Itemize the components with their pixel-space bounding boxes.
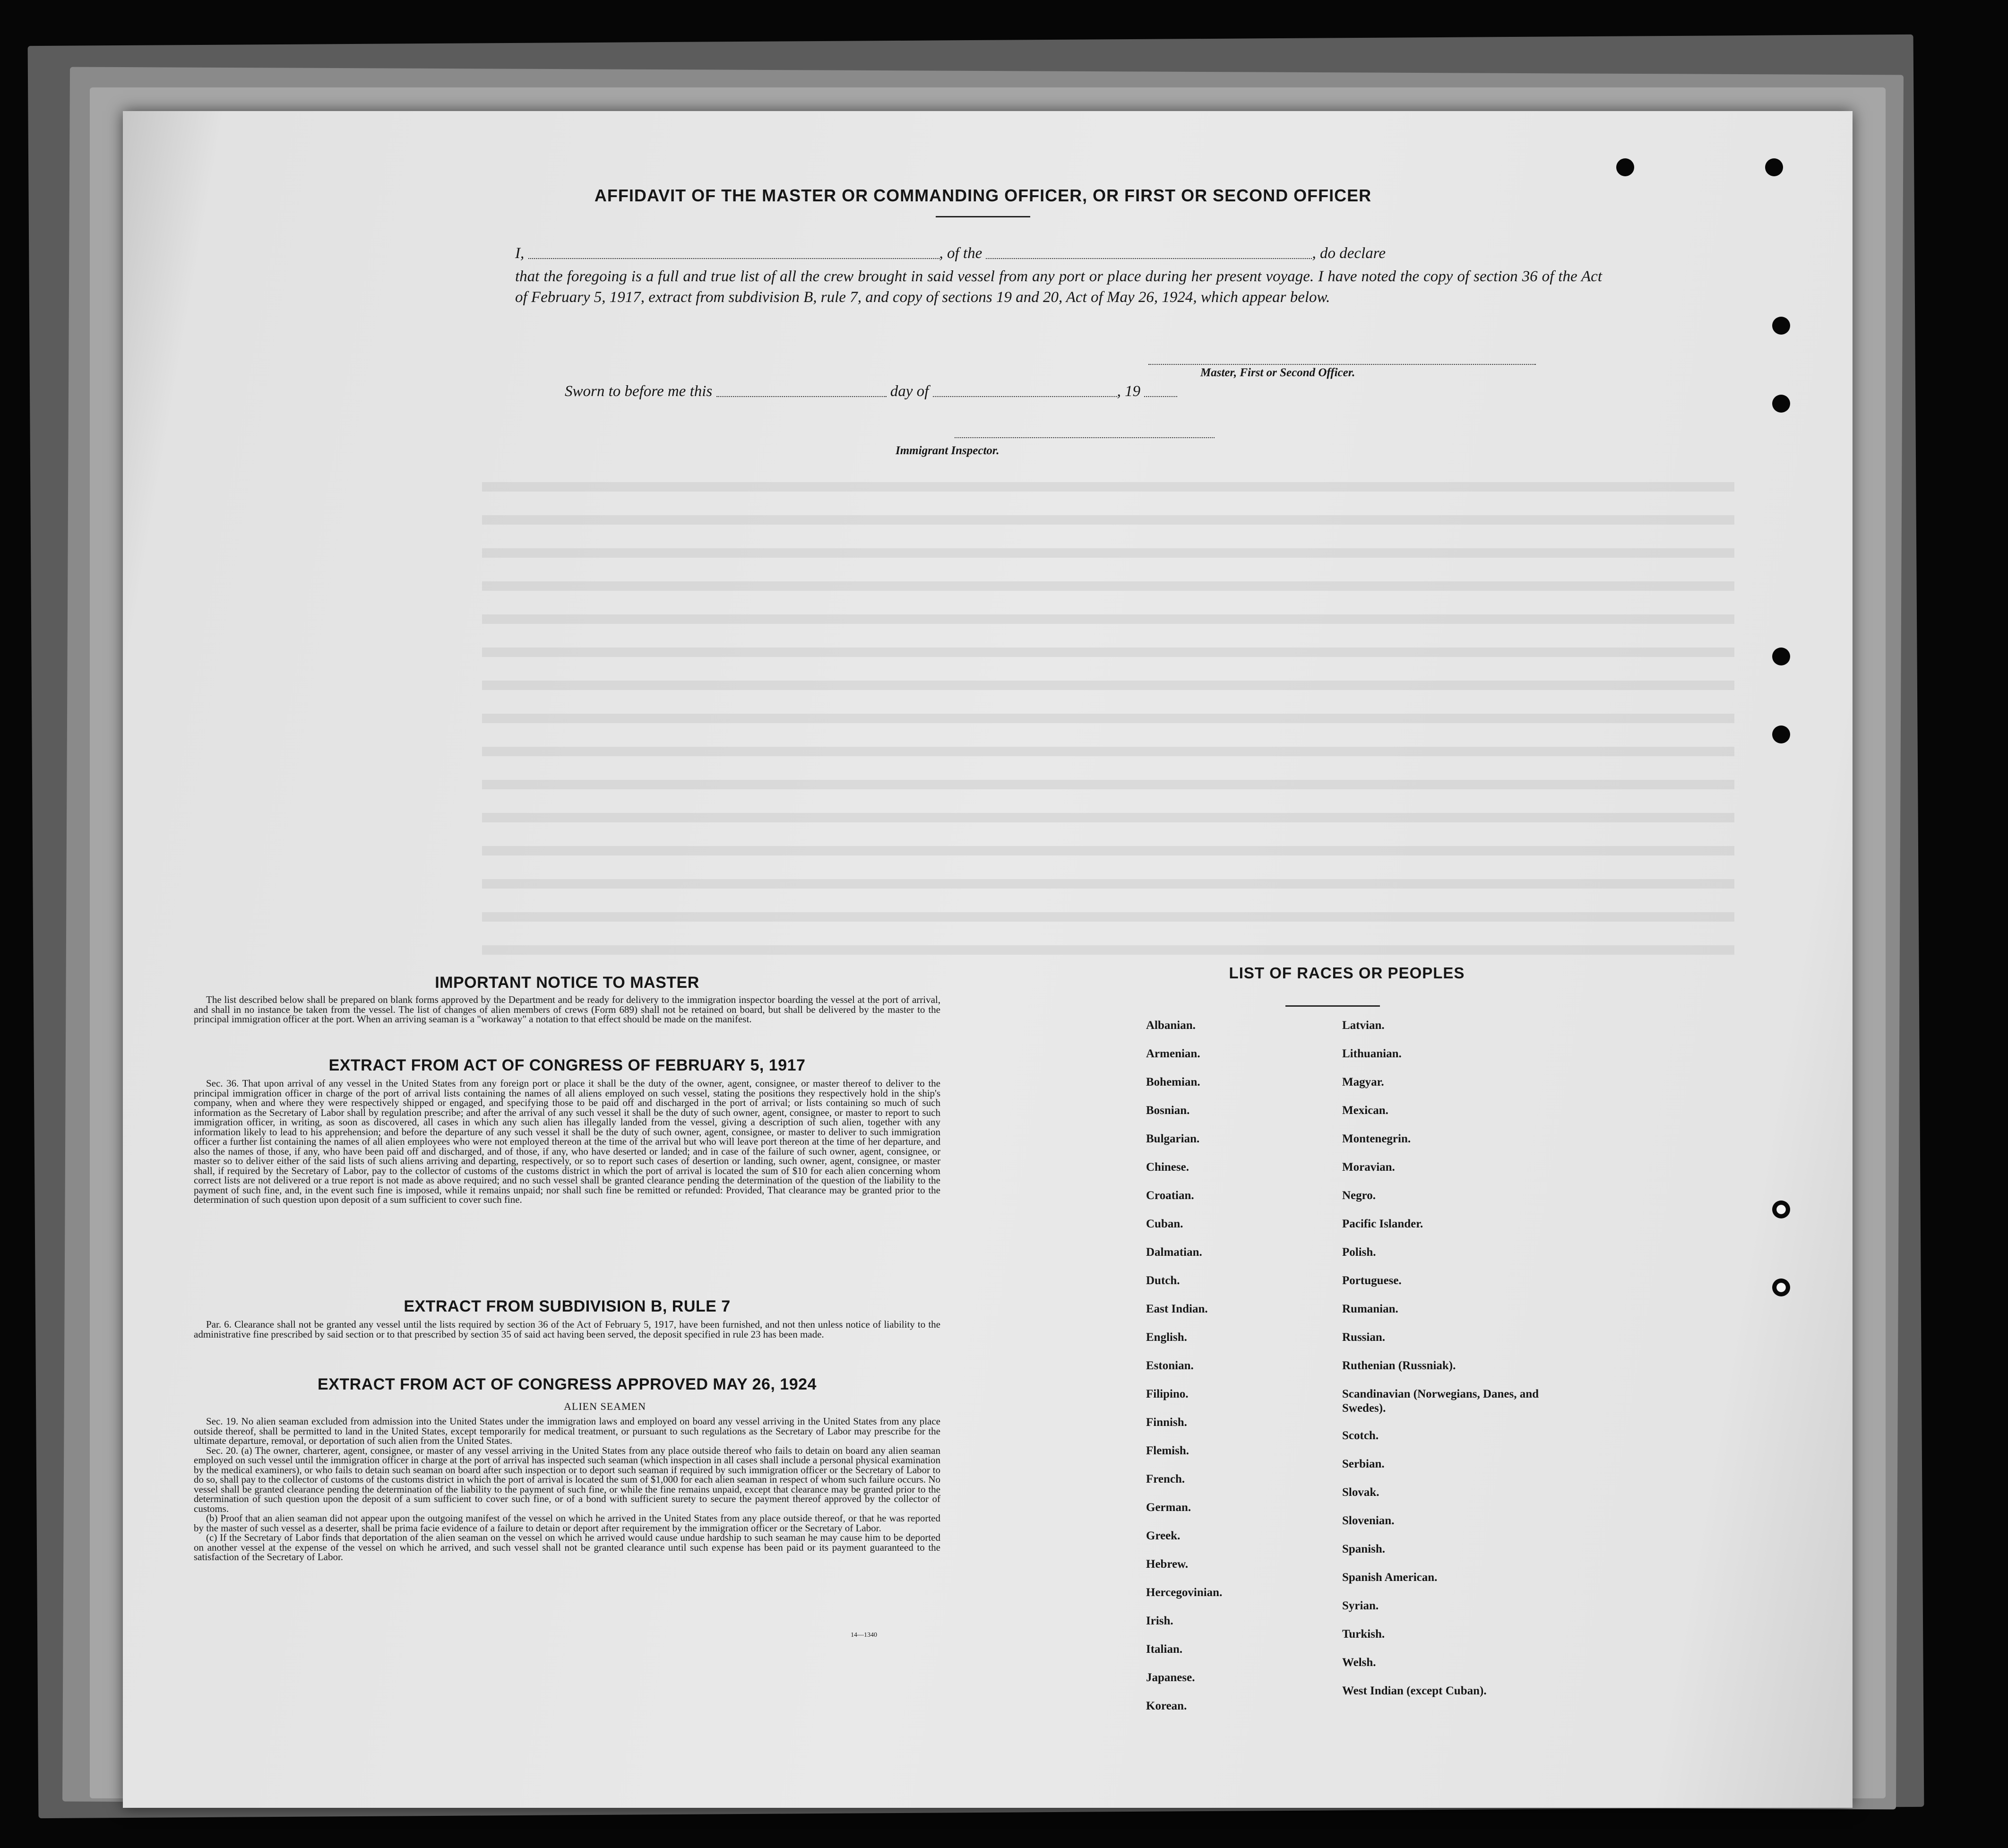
sworn-year-field[interactable]	[1144, 388, 1177, 397]
bleed-through-line	[482, 846, 1734, 855]
race-entry: Filipino.	[1146, 1388, 1189, 1400]
sworn-day-field[interactable]	[716, 388, 887, 397]
race-entry: Cuban.	[1146, 1218, 1183, 1230]
race-entry: Spanish American.	[1342, 1571, 1438, 1584]
bleed-through-line	[482, 482, 1734, 492]
bleed-through-line	[482, 681, 1734, 690]
race-entry: Armenian.	[1146, 1047, 1200, 1060]
declarant-prefix: I,	[515, 245, 525, 262]
race-entry: English.	[1146, 1331, 1187, 1344]
alien-seamen-subtitle: ALIEN SEAMEN	[564, 1400, 646, 1412]
race-entry: Serbian.	[1342, 1458, 1385, 1470]
race-entry: Portuguese.	[1342, 1274, 1402, 1287]
punch-hole	[1765, 158, 1783, 176]
sworn-month-field[interactable]	[933, 388, 1117, 397]
race-entry: Slovak.	[1342, 1486, 1379, 1499]
punch-hole	[1772, 1278, 1790, 1296]
declaration-line	[515, 245, 1602, 262]
race-entry: Scandinavian (Norwegians, Danes, and Swedes).	[1342, 1388, 1539, 1415]
races-title: LIST OF RACES OR PEOPLES	[1229, 964, 1465, 982]
punch-hole	[1772, 395, 1790, 413]
race-entry: Bohemian.	[1146, 1076, 1200, 1088]
vessel-name-field[interactable]	[986, 250, 1312, 259]
race-entry: Scotch.	[1342, 1429, 1379, 1442]
race-entry: German.	[1146, 1501, 1191, 1514]
extract-1917-paragraph: Sec. 36. That upon arrival of any vessel in the United States from any foreign port or place it shall be the duty of the owner, agent, consignee, or master thereof to deliver to the principal immigration officer in charge of the port of arrival lists containing the names of all aliens employed on such vessel, stating the positions they respectively hold in the ship's company, when and where they were respectively shipped or engaged, and specifying those to be paid off and discharged in the port of arrival; or lists containing so much of such information as the Secretary of Labor shall by regulation prescribe; and after the arrival of any such vessel it shall be the duty of such owner, agent, consignee, or master to report to such immigration officer, in writing, as soon as discovered, all cases in which any such alien has illegally landed from the vessel, giving a description of such alien, together with any information likely to lead to his apprehension; and before the departure of any such vessel it shall be the duty of such owner, agent, consignee, or master to deliver to such immigration officer a further list containing the names of all alien employees who were not employed thereon at the time of the arrival but who will leave port thereon at the time of her departure, and also the names of those, if any, who have been paid off and discharged, and of those, if any, who have deserted or landed; and in case of the failure of such owner, agent, consignee, or master so to deliver either of the said lists of such aliens arriving and departing, respectively, or so to report such cases of desertion or landing, such owner, agent, consignee, or master shall, if required by the Secretary of Labor, pay to the collector of customs of the customs district in which the port of arrival is located the sum of $10 for each alien concerning whom correct lists are not delivered or a true report is not made as above required; and no such vessel shall be granted clearance pending the determination of the question of the liability to the payment of such fine, and, in the event such fine is imposed, while it remains unpaid; nor shall such fine be remitted or refunded: Provided, That clearance may be granted prior to the determination of such question upon deposit of a sum sufficient to cover such fine.	[194, 1078, 940, 1205]
of-the-label: , of the	[939, 245, 982, 262]
race-entry: Korean.	[1146, 1700, 1187, 1712]
race-entry: Finnish.	[1146, 1416, 1187, 1429]
form-number: 14—1340	[851, 1632, 877, 1639]
race-entry: Lithuanian.	[1342, 1047, 1402, 1060]
sworn-prefix: Sworn to before me this	[565, 383, 713, 400]
race-entry: Mexican.	[1342, 1104, 1388, 1117]
bleed-through-line	[482, 780, 1734, 789]
race-entry: Estonian.	[1146, 1359, 1194, 1372]
race-entry: Japanese.	[1146, 1671, 1195, 1684]
race-entry: Pacific Islander.	[1342, 1218, 1423, 1230]
race-entry: Dalmatian.	[1146, 1246, 1202, 1259]
officer-signature-field[interactable]	[1148, 364, 1536, 365]
notice-paragraph: The list described below shall be prepared on blank forms approved by the Department and be ready for delivery to the immigration inspector boarding the vessel at the port of arrival, and shall in no instance be taken from the vessel. The list of changes of alien members of crews (Form 689) shall not be retained on board, but shall be delivered by the master to the principal immigration officer at the port. When an arriving seaman is a "workaway" a notation to that effect should be made on the manifest.	[194, 994, 940, 1025]
sec20c-paragraph: (c) If the Secretary of Labor finds that deportation of the alien seaman on the vessel on which he arrived would cause undue hardship to such seaman he may cause him to be deported on another vessel at the expense of the vessel on which he arrived, and such vessel shall not be granted clearance until such expense has been paid or its payment guaranteed to the satisfaction of the Secretary of Labor.	[194, 1532, 940, 1563]
race-entry: Welsh.	[1342, 1656, 1376, 1669]
race-entry: Irish.	[1146, 1615, 1173, 1627]
race-entry: Greek.	[1146, 1529, 1181, 1542]
punch-hole	[1772, 648, 1790, 665]
race-entry: Moravian.	[1342, 1161, 1395, 1174]
sworn-year-prefix: , 19	[1117, 383, 1141, 400]
bleed-through-line	[482, 945, 1734, 955]
race-entry: Syrian.	[1342, 1599, 1379, 1612]
declaration-paragraph: that the foregoing is a full and true list of all the crew brought in said vessel from any port or place during her present voyage. I have noted the copy of section 36 of the Act of February 5, 1917, extract from subdivision B, rule 7, and copy of sections 19 and 20, Act of May 26, 1924, which appear below.	[515, 268, 1602, 306]
race-entry: Slovenian.	[1342, 1514, 1395, 1527]
sec20a-paragraph: Sec. 20. (a) The owner, charterer, agent, consignee, or master of any vessel arriving in the United States from any place outside thereof who fails to detain on board any alien seaman employed on such vessel until the immigration officer in charge at the port of arrival has inspected such seaman (which inspection in all cases shall include a personal physical examination by the medical examiners), or who fails to detain such seaman on board after such inspection or to deport such seaman if required by such immigration officer or the Secretary of Labor to do so, shall pay to the collector of customs of the customs district in which the port of arrival is located the sum of $1,000 for each alien seaman in respect of whom such failure occurs. No vessel shall be granted clearance pending the determination of the liability to the payment of such fine, or while the fine remains unpaid, except that clearance may be granted prior to the determination of such question upon the deposit of a sum sufficient to cover such fine, or of a bond with sufficient surety to secure the payment thereof approved by the collector of customs.	[194, 1444, 940, 1514]
inspector-signature-field[interactable]	[955, 437, 1215, 438]
race-entry: Ruthenian (Russniak).	[1342, 1359, 1456, 1372]
punch-hole	[1772, 725, 1790, 743]
title-underline	[936, 216, 1030, 217]
inspector-caption: Immigrant Inspector.	[896, 444, 1000, 457]
affidavit-title: AFFIDAVIT OF THE MASTER OR COMMANDING OFFICER, OR FIRST OR SECOND OFFICER	[594, 186, 1372, 205]
sec19-paragraph: Sec. 19. No alien seaman excluded from admission into the United States under the immigration laws and employed on board any vessel arriving in the United States from any place outside thereof, shall be permitted to land in the United States, except temporarily for medical treatment, or pursuant to such regulations as the Secretary of Labor may prescribe for the ultimate departure, removal, or deportation of such alien from the United States.	[194, 1416, 940, 1446]
race-entry: Bulgarian.	[1146, 1132, 1200, 1145]
race-entry: West Indian (except Cuban).	[1342, 1684, 1487, 1697]
punch-hole	[1772, 1200, 1790, 1218]
extract-1917-text	[194, 1079, 940, 1205]
sworn-line	[565, 383, 1177, 400]
bleed-through-line	[482, 912, 1734, 922]
race-entry: Latvian.	[1342, 1019, 1385, 1032]
punch-hole	[1772, 317, 1790, 335]
race-entry: Croatian.	[1146, 1189, 1194, 1202]
bleed-through-line	[482, 648, 1734, 657]
race-entry: Turkish.	[1342, 1628, 1385, 1641]
notice-text	[194, 995, 940, 1024]
race-entry: Bosnian.	[1146, 1104, 1190, 1117]
extract-1924-text	[194, 1416, 940, 1562]
race-entry: Rumanian.	[1342, 1303, 1398, 1315]
bleed-through-line	[482, 581, 1734, 591]
race-entry: French.	[1146, 1473, 1185, 1485]
race-entry: Dutch.	[1146, 1274, 1180, 1287]
notice-title: IMPORTANT NOTICE TO MASTER	[435, 974, 699, 992]
bleed-through-line	[482, 548, 1734, 558]
race-entry: Hebrew.	[1146, 1558, 1189, 1571]
race-entry: Negro.	[1342, 1189, 1376, 1202]
sec20b-paragraph: (b) Proof that an alien seaman did not appear upon the outgoing manifest of the vessel on which he arrived in the United States from any place outside thereof, or that he was reported by the master of such vessel as a deserter, shall be prima facie evidence of a failure to detain or deport after requirement by the immigration officer or the Secretary of Labor.	[194, 1512, 940, 1534]
race-entry: Spanish.	[1342, 1543, 1386, 1555]
manifest-form-page	[123, 111, 1853, 1808]
race-entry: Montenegrin.	[1342, 1132, 1411, 1145]
races-title-underline	[1285, 1005, 1380, 1007]
extract-1924-title: EXTRACT FROM ACT OF CONGRESS APPROVED MAY 26, 1924	[318, 1375, 817, 1393]
punch-hole	[1616, 158, 1634, 176]
rule7-paragraph: Par. 6. Clearance shall not be granted any vessel until the lists required by section 36 of the Act of February 5, 1917, have been furnished, and not then unless notice of liability to the administrative fine prescribed by said section or to that prescribed by section 35 of said act having been served, the deposit specified in rule 23 has been made.	[194, 1319, 940, 1340]
bleed-through-line	[482, 879, 1734, 889]
race-entry: Flemish.	[1146, 1444, 1189, 1457]
officer-signature-caption: Master, First or Second Officer.	[1200, 366, 1355, 379]
bleed-through-line	[482, 515, 1734, 525]
race-entry: Russian.	[1342, 1331, 1386, 1344]
race-entry: Chinese.	[1146, 1161, 1189, 1174]
sworn-day-of-label: day of	[890, 383, 929, 400]
race-entry: Polish.	[1342, 1246, 1376, 1259]
bleed-through-line	[482, 813, 1734, 822]
declarant-name-field[interactable]	[528, 250, 939, 259]
race-entry: Albanian.	[1146, 1019, 1196, 1032]
race-entry: East Indian.	[1146, 1303, 1208, 1315]
bleed-through-line	[482, 747, 1734, 756]
bleed-through-line	[482, 714, 1734, 723]
rule7-title: EXTRACT FROM SUBDIVISION B, RULE 7	[404, 1297, 731, 1315]
do-declare-label: , do declare	[1312, 245, 1386, 262]
rule7-text	[194, 1320, 940, 1339]
race-entry: Hercegovinian.	[1146, 1586, 1223, 1599]
race-entry: Italian.	[1146, 1643, 1183, 1656]
extract-1917-title: EXTRACT FROM ACT OF CONGRESS OF FEBRUARY 5, 1917	[328, 1056, 806, 1074]
bleed-through-line	[482, 614, 1734, 624]
race-entry: Magyar.	[1342, 1076, 1384, 1088]
